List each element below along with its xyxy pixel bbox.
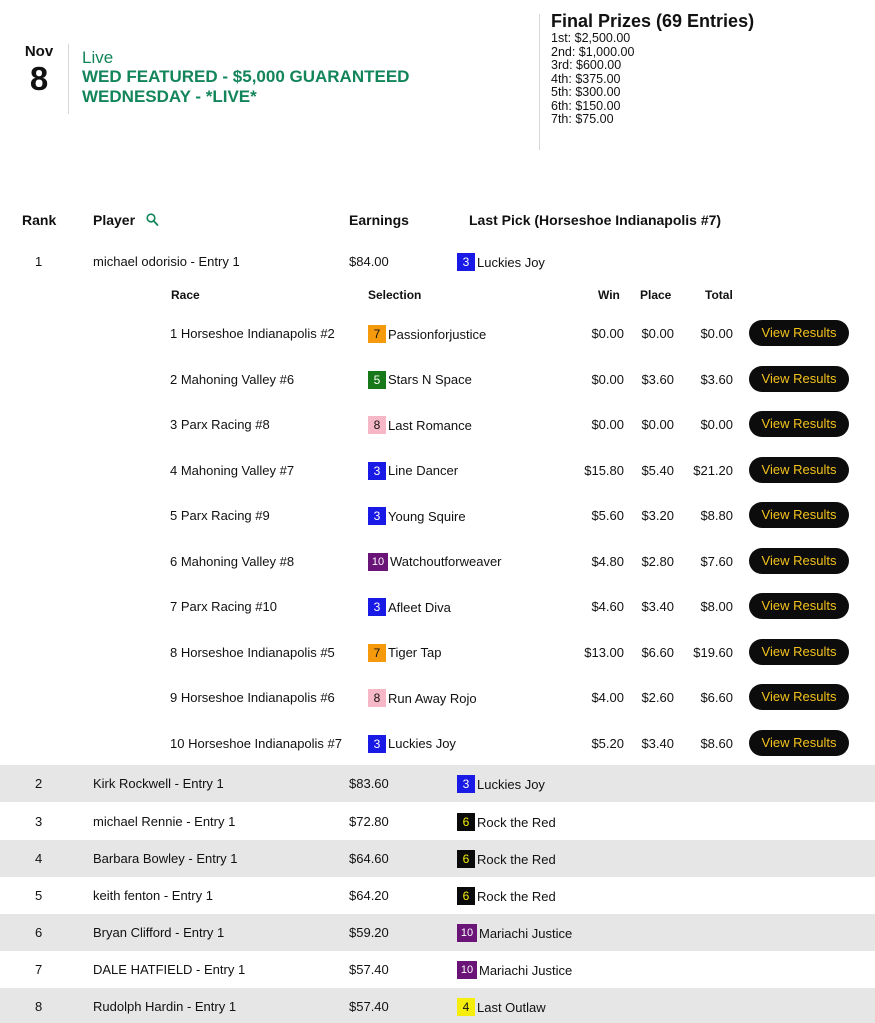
win-amount: $0.00	[591, 371, 624, 387]
last-pick	[457, 887, 556, 905]
view-results-button[interactable]: View Results	[749, 593, 849, 619]
program-number-badge: 3	[368, 735, 386, 753]
last-pick-column-header: Last Pick (Horseshoe Indianapolis #7)	[469, 212, 722, 228]
event-status: Live	[82, 48, 114, 67]
program-number-badge: 3	[368, 598, 386, 616]
selection	[368, 644, 441, 662]
earnings-value: $84.00	[349, 254, 389, 269]
pick-detail-row	[0, 409, 875, 439]
selection	[368, 462, 458, 480]
program-number-badge: 8	[368, 416, 386, 434]
last-pick	[457, 775, 545, 793]
earnings-value: $57.40	[349, 999, 389, 1014]
final-prizes	[551, 11, 754, 127]
place-amount: $2.80	[641, 553, 674, 569]
total-column-header: Total	[705, 288, 733, 302]
horse-name: Luckies Joy	[477, 776, 545, 792]
rank-column-header: Rank	[22, 212, 57, 228]
horse-name: Watchoutforweaver	[390, 554, 502, 569]
search-icon[interactable]	[146, 213, 159, 230]
selection	[368, 325, 486, 343]
prize-line: 1st: $2,500.00	[551, 31, 631, 45]
player-column-header: Player	[93, 212, 136, 228]
pick-detail-row	[0, 637, 875, 667]
prizes-title: Final Prizes (69 Entries)	[551, 11, 755, 31]
prize-line: 5th: $300.00	[551, 85, 621, 99]
view-results-button[interactable]: View Results	[749, 320, 849, 346]
view-results-button[interactable]: View Results	[749, 639, 849, 665]
player-name: michael Rennie - Entry 1	[93, 814, 236, 829]
win-column-header: Win	[598, 288, 620, 302]
last-pick	[457, 961, 572, 979]
prizes-list	[551, 32, 754, 127]
horse-name: Line Dancer	[388, 463, 459, 478]
horse-name: Mariachi Justice	[479, 962, 573, 978]
selection-column-header: Selection	[368, 288, 422, 302]
last-pick	[457, 253, 545, 271]
place-column-header: Place	[640, 288, 672, 302]
rank-value: 5	[35, 888, 43, 903]
place-amount: $3.60	[641, 371, 674, 387]
place-amount: $5.40	[641, 462, 674, 478]
place-amount: $3.40	[641, 599, 674, 614]
win-amount: $4.60	[591, 599, 624, 614]
player-name: Rudolph Hardin - Entry 1	[93, 999, 237, 1014]
win-amount: $4.80	[591, 553, 624, 569]
earnings-value: $64.20	[349, 888, 389, 903]
race-name: 5 Parx Racing #9	[170, 508, 270, 523]
place-amount: $0.00	[641, 417, 674, 432]
race-name: 4 Mahoning Valley #7	[170, 462, 295, 478]
earnings-value: $57.40	[349, 962, 389, 977]
race-name: 2 Mahoning Valley #6	[170, 371, 295, 387]
header-divider	[68, 44, 69, 114]
leaderboard-row-leader[interactable]	[0, 245, 875, 277]
leaderboard-row[interactable]	[0, 951, 875, 988]
prize-line: 3rd: $600.00	[551, 58, 622, 72]
rank-value: 4	[35, 851, 43, 866]
pick-detail-row	[0, 364, 875, 394]
horse-name: Run Away Rojo	[388, 690, 477, 706]
rank-value: 1	[35, 254, 43, 269]
prize-line: 6th: $150.00	[551, 98, 621, 113]
total-amount: $6.60	[700, 690, 733, 705]
total-amount: $21.20	[693, 462, 733, 478]
player-name: Barbara Bowley - Entry 1	[93, 851, 238, 866]
race-name: 6 Mahoning Valley #8	[170, 553, 295, 569]
horse-name: Tiger Tap	[388, 645, 442, 660]
selection	[368, 553, 502, 571]
prize-line: 2nd: $1,000.00	[551, 44, 635, 59]
pick-detail-row	[0, 500, 875, 530]
player-name: michael odorisio - Entry 1	[93, 254, 240, 269]
race-name: 10 Horseshoe Indianapolis #7	[170, 735, 343, 751]
rank-value: 3	[35, 814, 43, 829]
race-name: 1 Horseshoe Indianapolis #2	[170, 326, 335, 341]
selection	[368, 598, 451, 616]
player-name: Bryan Clifford - Entry 1	[93, 925, 225, 940]
place-amount: $0.00	[641, 326, 674, 341]
program-number-badge: 7	[368, 325, 386, 343]
last-pick	[457, 924, 572, 942]
horse-name: Rock the Red	[477, 851, 556, 867]
win-amount: $4.00	[591, 690, 624, 705]
last-pick	[457, 813, 556, 831]
total-amount: $7.60	[700, 553, 733, 569]
program-number-badge: 10	[368, 553, 388, 571]
view-results-button[interactable]: View Results	[749, 730, 849, 756]
player-name: keith fenton - Entry 1	[93, 888, 213, 903]
rank-value: 7	[35, 962, 43, 977]
program-number-badge: 3	[457, 253, 475, 271]
player-name: DALE HATFIELD - Entry 1	[93, 962, 246, 977]
pick-detail-row	[0, 455, 875, 485]
earnings-value: $59.20	[349, 925, 389, 940]
race-column-header: Race	[171, 288, 200, 302]
leaderboard-row[interactable]	[0, 877, 875, 914]
program-number-badge: 6	[457, 813, 475, 831]
program-number-badge: 10	[457, 924, 477, 942]
leaderboard-row[interactable]	[0, 803, 875, 840]
view-results-button[interactable]: View Results	[749, 366, 849, 392]
event-day: 8	[29, 60, 49, 97]
event-title: WED FEATURED - $5,000 GUARANTEED WEDNESDAY - *LIVE*	[82, 67, 410, 106]
horse-name: Afleet Diva	[388, 599, 451, 615]
selection	[368, 416, 472, 434]
program-number-badge: 3	[368, 462, 386, 480]
place-amount: $3.40	[641, 735, 674, 751]
pick-detail-row	[0, 318, 875, 348]
view-results-button[interactable]: View Results	[749, 502, 849, 528]
race-name: 9 Horseshoe Indianapolis #6	[170, 690, 335, 705]
total-amount: $8.60	[700, 735, 733, 751]
pick-detail-row	[0, 591, 875, 621]
pick-detail-row	[0, 546, 875, 576]
earnings-value: $72.80	[349, 814, 389, 829]
win-amount: $0.00	[591, 417, 624, 432]
win-amount: $13.00	[584, 644, 624, 660]
program-number-badge: 10	[457, 961, 477, 979]
horse-name: Stars N Space	[388, 372, 472, 387]
rank-value: 8	[35, 999, 43, 1014]
view-results-button[interactable]: View Results	[749, 548, 849, 574]
program-number-badge: 6	[457, 887, 475, 905]
earnings-value: $64.60	[349, 851, 389, 866]
rank-value: 6	[35, 925, 43, 940]
horse-name: Young Squire	[388, 508, 466, 524]
leaderboard-header	[0, 212, 875, 232]
selection	[368, 735, 456, 753]
race-name: 3 Parx Racing #8	[170, 417, 270, 432]
prizes-divider	[539, 14, 540, 150]
win-amount: $5.60	[591, 508, 624, 523]
horse-name: Luckies Joy	[388, 736, 456, 751]
horse-name: Last Outlaw	[477, 999, 546, 1015]
leaderboard-row[interactable]	[0, 988, 875, 1023]
event-info	[82, 48, 522, 107]
prize-line: 4th: $375.00	[551, 71, 621, 86]
last-pick	[457, 998, 546, 1016]
leaderboard-row[interactable]	[0, 765, 875, 802]
place-amount: $2.60	[641, 690, 674, 705]
horse-name: Rock the Red	[477, 814, 556, 830]
place-amount: $6.60	[641, 644, 674, 660]
race-name: 7 Parx Racing #10	[170, 599, 277, 614]
last-pick	[457, 850, 556, 868]
program-number-badge: 7	[368, 644, 386, 662]
win-amount: $0.00	[591, 326, 624, 341]
program-number-badge: 4	[457, 998, 475, 1016]
horse-name: Luckies Joy	[477, 254, 545, 270]
selection	[368, 371, 472, 389]
event-month: Nov	[24, 43, 54, 60]
total-amount: $3.60	[700, 371, 733, 387]
program-number-badge: 3	[368, 507, 386, 525]
horse-name: Passionforjustice	[388, 326, 487, 342]
total-amount: $19.60	[693, 644, 733, 660]
total-amount: $0.00	[700, 326, 733, 341]
total-amount: $8.00	[700, 599, 733, 614]
view-results-button[interactable]: View Results	[749, 457, 849, 483]
horse-name: Mariachi Justice	[479, 925, 573, 941]
selection	[368, 689, 477, 707]
total-amount: $8.80	[700, 508, 733, 523]
pick-detail-row	[0, 682, 875, 712]
view-results-button[interactable]: View Results	[749, 411, 849, 437]
rank-value: 2	[35, 776, 43, 791]
earnings-value: $83.60	[349, 776, 389, 791]
event-date	[22, 44, 56, 97]
place-amount: $3.20	[641, 508, 674, 523]
win-amount: $15.80	[584, 462, 624, 478]
race-name: 8 Horseshoe Indianapolis #5	[170, 644, 335, 660]
horse-name: Rock the Red	[477, 888, 556, 904]
horse-name: Last Romance	[388, 417, 472, 433]
win-amount: $5.20	[591, 735, 624, 751]
view-results-button[interactable]: View Results	[749, 684, 849, 710]
leaderboard-row[interactable]	[0, 840, 875, 877]
leaderboard-row[interactable]	[0, 914, 875, 951]
total-amount: $0.00	[700, 417, 733, 432]
program-number-badge: 3	[457, 775, 475, 793]
pick-detail-row	[0, 728, 875, 758]
program-number-badge: 5	[368, 371, 386, 389]
selection	[368, 507, 466, 525]
program-number-badge: 6	[457, 850, 475, 868]
program-number-badge: 8	[368, 689, 386, 707]
earnings-column-header: Earnings	[349, 212, 409, 228]
player-name: Kirk Rockwell - Entry 1	[93, 776, 224, 791]
prize-line: 7th: $75.00	[551, 112, 614, 126]
